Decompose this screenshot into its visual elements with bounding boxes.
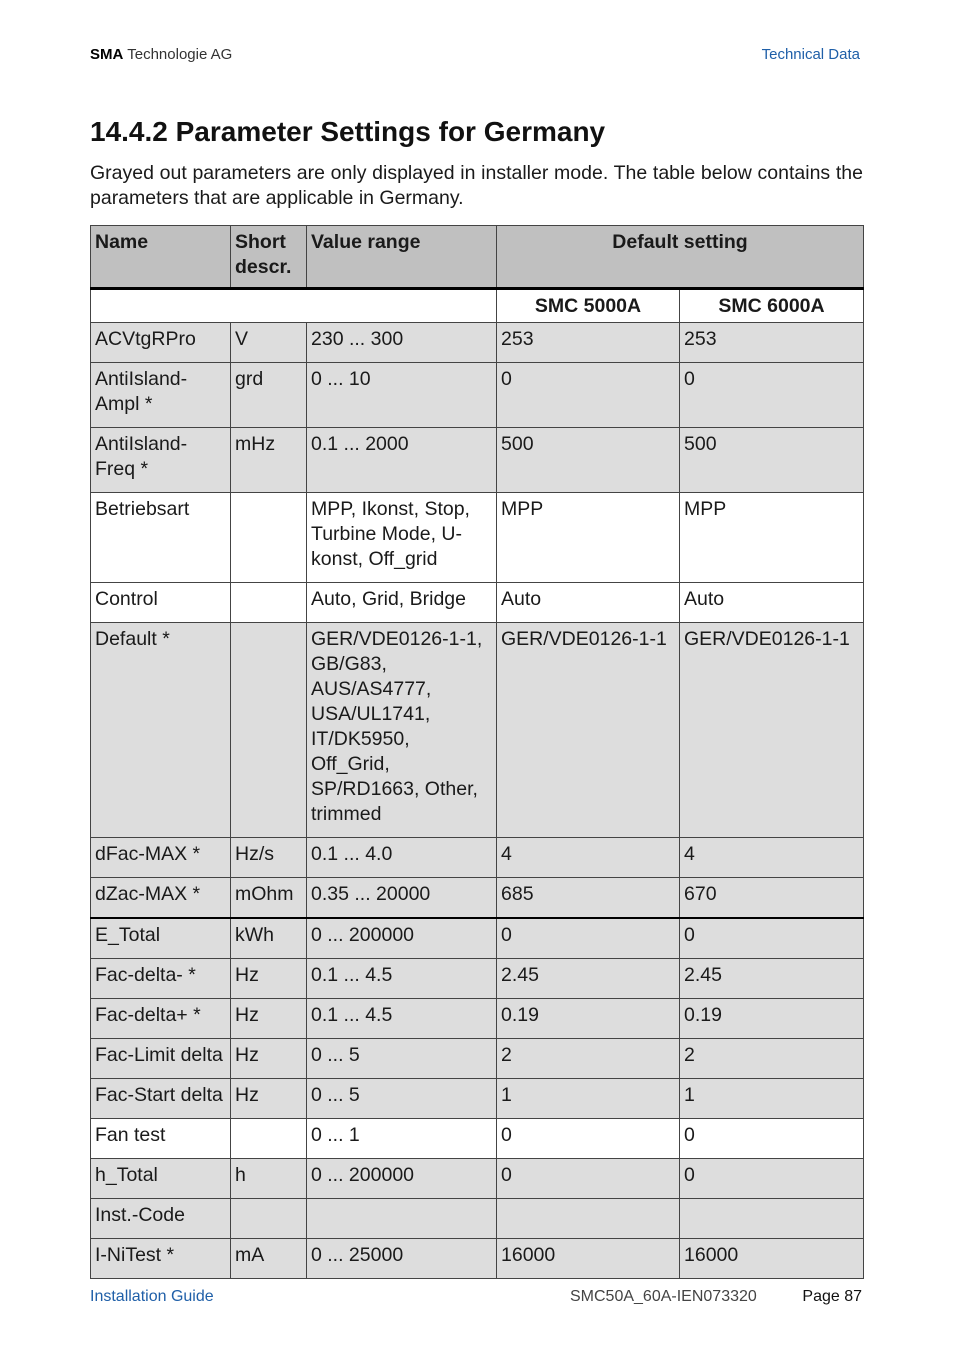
cell-default-smc5000a: 0 — [497, 1119, 680, 1159]
cell-value-range: 0.1 ... 4.5 — [307, 959, 497, 999]
cell-default-smc6000a: 500 — [680, 428, 864, 493]
cell-short-descr — [231, 583, 307, 623]
table-row — [91, 1119, 864, 1159]
cell-default-smc5000a: 16000 — [497, 1239, 680, 1279]
page-title: 14.4.2 Parameter Settings for Germany — [90, 116, 606, 147]
cell-name: Fac-delta+ * — [91, 999, 231, 1039]
cell-short-descr — [231, 493, 307, 583]
cell-default-smc5000a: 1 — [497, 1079, 680, 1119]
cell-default-smc6000a: GER/VDE0126-1-1 — [680, 623, 864, 838]
cell-name: Fan test — [91, 1119, 231, 1159]
cell-default-smc6000a: 0.19 — [680, 999, 864, 1039]
footer-page: Page 87 — [802, 1288, 862, 1305]
cell-value-range: 0 ... 200000 — [307, 1159, 497, 1199]
cell-short-descr: Hz — [231, 1079, 307, 1119]
cell-name: I-NiTest * — [91, 1239, 231, 1279]
col-header-range: Value range — [307, 226, 497, 289]
header-company: SMA Technologie AG — [90, 46, 233, 63]
cell-name: Fac-delta- * — [91, 959, 231, 999]
cell-name: AntiIsland-Ampl * — [91, 363, 231, 428]
table-row — [91, 493, 864, 583]
table-row — [91, 583, 864, 623]
cell-name: Betriebsart — [91, 493, 231, 583]
cell-short-descr: Hz/s — [231, 838, 307, 878]
cell-name: dZac-MAX * — [91, 878, 231, 919]
cell-default-smc5000a: 0 — [497, 363, 680, 428]
cell-default-smc6000a: MPP — [680, 493, 864, 583]
cell-short-descr — [231, 623, 307, 838]
table-row — [91, 623, 864, 838]
cell-name: E_Total — [91, 918, 231, 959]
table-row — [91, 1199, 864, 1239]
cell-short-descr: h — [231, 1159, 307, 1199]
cell-default-smc5000a: 2.45 — [497, 959, 680, 999]
cell-value-range — [307, 1199, 497, 1239]
cell-default-smc6000a: 670 — [680, 878, 864, 919]
table-row — [91, 999, 864, 1039]
cell-default-smc6000a: Auto — [680, 583, 864, 623]
parameter-table — [90, 225, 864, 1279]
cell-value-range: 0 ... 200000 — [307, 918, 497, 959]
subheader-spacer — [91, 289, 497, 323]
cell-short-descr: Hz — [231, 999, 307, 1039]
cell-value-range: 0 ... 10 — [307, 363, 497, 428]
model-header: SMC 6000A — [680, 289, 864, 323]
cell-name: Inst.-Code — [91, 1199, 231, 1239]
cell-name: h_Total — [91, 1159, 231, 1199]
col-header-short: Short descr. — [231, 226, 307, 289]
cell-short-descr: Hz — [231, 1039, 307, 1079]
cell-value-range: 0.1 ... 2000 — [307, 428, 497, 493]
cell-default-smc6000a: 0 — [680, 1119, 864, 1159]
cell-default-smc5000a: GER/VDE0126-1-1 — [497, 623, 680, 838]
cell-default-smc6000a: 1 — [680, 1079, 864, 1119]
cell-value-range: 0.1 ... 4.5 — [307, 999, 497, 1039]
intro-paragraph: Grayed out parameters are only displayed in installer mode. The table below contains the parameters that are applicable in Germany. — [90, 162, 863, 209]
table-row — [91, 1039, 864, 1079]
cell-default-smc5000a — [497, 1199, 680, 1239]
model-header: SMC 5000A — [497, 289, 680, 323]
cell-default-smc5000a: 685 — [497, 878, 680, 919]
cell-default-smc6000a: 0 — [680, 1159, 864, 1199]
footer-doc-id: SMC50A_60A-IEN073320 — [570, 1288, 757, 1305]
table-row — [91, 1079, 864, 1119]
table-row — [91, 918, 864, 959]
cell-default-smc5000a: 0 — [497, 1159, 680, 1199]
cell-name: Fac-Limit delta — [91, 1039, 231, 1079]
cell-short-descr: kWh — [231, 918, 307, 959]
cell-default-smc6000a: 253 — [680, 323, 864, 363]
cell-value-range: Auto, Grid, Bridge — [307, 583, 497, 623]
cell-short-descr — [231, 1199, 307, 1239]
cell-value-range: 0 ... 5 — [307, 1079, 497, 1119]
cell-default-smc5000a: 253 — [497, 323, 680, 363]
table-row — [91, 1159, 864, 1199]
cell-name: Fac-Start delta — [91, 1079, 231, 1119]
cell-value-range: 0 ... 25000 — [307, 1239, 497, 1279]
table-row — [91, 323, 864, 363]
cell-short-descr: mOhm — [231, 878, 307, 919]
header-section: Technical Data — [761, 46, 860, 63]
cell-value-range: 0.1 ... 4.0 — [307, 838, 497, 878]
cell-short-descr: mA — [231, 1239, 307, 1279]
cell-name: Control — [91, 583, 231, 623]
cell-short-descr: grd — [231, 363, 307, 428]
cell-default-smc6000a: 0 — [680, 918, 864, 959]
cell-name: ACVtgRPro — [91, 323, 231, 363]
cell-short-descr: mHz — [231, 428, 307, 493]
footer-guide: Installation Guide — [90, 1288, 214, 1305]
cell-name: dFac-MAX * — [91, 838, 231, 878]
table-row — [91, 838, 864, 878]
col-header-default: Default setting — [497, 226, 864, 289]
col-header-name: Name — [91, 226, 231, 289]
cell-name: Default * — [91, 623, 231, 838]
table-row — [91, 878, 864, 919]
cell-default-smc6000a: 4 — [680, 838, 864, 878]
cell-default-smc6000a: 0 — [680, 363, 864, 428]
cell-default-smc5000a: 2 — [497, 1039, 680, 1079]
table-row — [91, 959, 864, 999]
cell-default-smc5000a: Auto — [497, 583, 680, 623]
cell-value-range: 230 ... 300 — [307, 323, 497, 363]
cell-name: AntiIsland-Freq * — [91, 428, 231, 493]
table-row — [91, 428, 864, 493]
cell-value-range: MPP, Ikonst, Stop, Turbine Mode, U-konst, Off_grid — [307, 493, 497, 583]
cell-default-smc5000a: 0.19 — [497, 999, 680, 1039]
cell-value-range: 0 ... 1 — [307, 1119, 497, 1159]
cell-default-smc6000a: 2.45 — [680, 959, 864, 999]
cell-default-smc5000a: MPP — [497, 493, 680, 583]
cell-short-descr — [231, 1119, 307, 1159]
cell-default-smc6000a — [680, 1199, 864, 1239]
table-row — [91, 363, 864, 428]
cell-default-smc5000a: 4 — [497, 838, 680, 878]
cell-short-descr: Hz — [231, 959, 307, 999]
cell-default-smc5000a: 500 — [497, 428, 680, 493]
cell-short-descr: V — [231, 323, 307, 363]
table-row — [91, 1239, 864, 1279]
cell-default-smc5000a: 0 — [497, 918, 680, 959]
cell-value-range: GER/VDE0126-1-1, GB/G83, AUS/AS4777, USA/UL1741, IT/DK5950, Off_Grid, SP/RD1663, Other, trimmed — [307, 623, 497, 838]
cell-default-smc6000a: 2 — [680, 1039, 864, 1079]
cell-default-smc6000a: 16000 — [680, 1239, 864, 1279]
cell-value-range: 0.35 ... 20000 — [307, 878, 497, 919]
cell-value-range: 0 ... 5 — [307, 1039, 497, 1079]
